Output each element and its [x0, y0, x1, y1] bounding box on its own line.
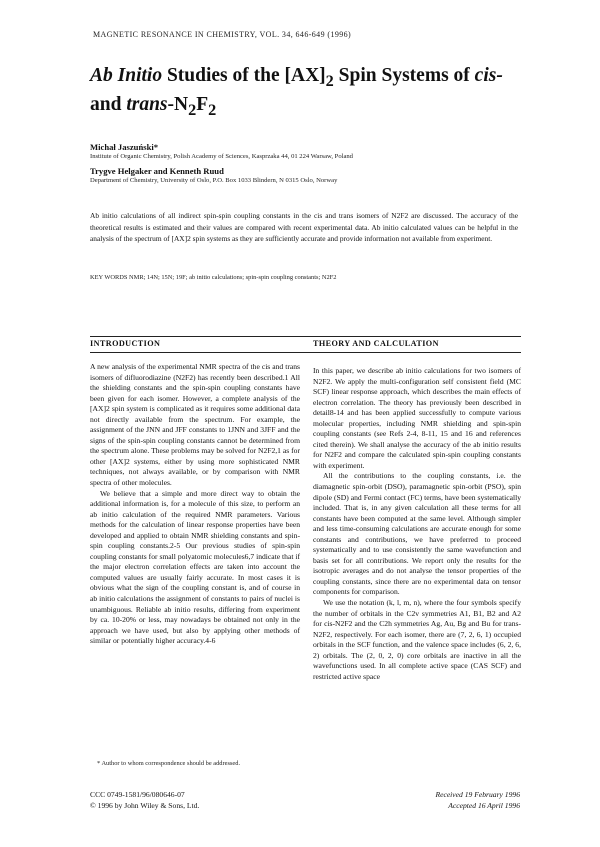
footnote: * Author to whom correspondence should be addressed.	[97, 760, 241, 767]
copyright: © 1996 by John Wiley & Sons, Ltd.	[90, 800, 200, 810]
running-head: MAGNETIC RESONANCE IN CHEMISTRY, VOL. 34, 646-649 (1996)	[93, 30, 352, 39]
paragraph: All the contributions to the coupling constants, i.e. the diamagnetic spin-orbit (DSO), paramagnetic spin-orbit (PSO), spin dipole (SD) and Fermi contact (FC) terms, have been systematically included. That is, in any given calculation all these terms for all constants have been computed at the same level. Although simpler and less time-consuming calculations are accurate enough for some constants and contributions, we have preferred to proceed systematically and to use consistently the same wavefunction and basis set for all contributions. We report only the results for the isotropic averages and do not analyse the tensor properties of the coupling constants, since there are no experimental data on tensor components for comparison.	[313, 471, 521, 597]
paper-title	[90, 64, 530, 122]
copyright-block	[90, 790, 199, 811]
author-name: Trygve Helgaker and Kenneth Ruud	[90, 166, 224, 176]
title-part: Ab Initio	[90, 65, 163, 86]
right-column	[313, 366, 521, 682]
accepted-date: Accepted 16 April 1996	[448, 800, 520, 810]
paragraph: A new analysis of the experimental NMR spectra of the cis and trans isomers of difluorodiazine (N2F2) has recently been described.1 All the shielding constants and the spin-spin coupling constants have been given for each isomer. However, a complete analysis of the [AX]2 spin system is complicated as it requires some additional data not directly available from the spectrum. For example, the assignment of the JNN and JFF constants to 1JNN and 3JFF and the signs of the spin-spin coupling constants cannot be determined from the spectrum alone. These problems may be solved for N2F2,1 as for other [AX]2 systems, either by using more sophisticated NMR techniques, not always available, or by comparison with NMR spectra of other molecules.	[90, 362, 300, 488]
paragraph: We use the notation (k, l, m, n), where the four symbols specify the number of orbitals in the C2v symmetries A1, B1, B2 and A2 for cis-N2F2 and the C2h symmetries Ag, Au, Bg and Bu for trans-N2F2, respectively. For each isomer, there are (7, 2, 6, 1) occupied orbitals in the SCF function, and the valence space includes (6, 2, 6, 2) orbitals. The (2, 0, 2, 0) core orbitals are inactive in all the wavefunctions used. In all complete active space (CAS SCF) and restricted active space	[313, 598, 521, 681]
author-affiliation: Institute of Organic Chemistry, Polish Academy of Sciences, Kasprzaka 44, 01 224 Warsaw, Poland	[90, 153, 353, 160]
title-part: F	[196, 93, 209, 115]
abstract: Ab initio calculations of all indirect spin-spin coupling constants in the cis and trans isomers of N2F2 are discussed. The accuracy of the theoretical results is estimated and their values are compared with recent experimental data. Ab initio calculated values can be helpful in the analysis of the spectrum of [AX]2 spin systems as they are sufficiently accurate and provide information not available from experiment.	[90, 211, 518, 243]
section-rule-right	[313, 336, 521, 337]
keywords: KEY WORDS NMR; 14N; 15N; 19F; ab initio calculations; spin-spin coupling constants; N2F2	[90, 274, 337, 281]
title-part: -N	[167, 93, 189, 115]
section-heading-theory: THEORY AND CALCULATION	[313, 339, 439, 348]
author-block-1	[90, 142, 530, 160]
paragraph: In this paper, we describe ab initio calculations for two isomers of N2F2. We apply the multi-configuration self consistent field (MC SCF) linear response approach, which describes the main effects of electron correlation. The theory has previously been described in detail8-14 and has been applied successfully to compute various molecular properties, including NMR shielding and spin-spin coupling constants (see Refs 2-4, 8-11, 15 and 16 and references cited therein). We shall analyse the accuracy of the ab initio results for N2F2 and compare the calculated spin-spin coupling constants with experiment.	[313, 366, 521, 470]
ccc-code: CCC 0749-1581/96/080646-07	[90, 790, 185, 799]
left-column	[90, 362, 300, 647]
dates-block	[405, 790, 520, 811]
received-date: Received 19 February 1996	[435, 790, 520, 799]
section-rule-left-bottom	[90, 352, 328, 353]
author-name: Michał Jaszuński*	[90, 142, 159, 152]
title-subscript: 2	[188, 100, 197, 119]
author-block-2	[90, 166, 530, 184]
section-rule-left	[90, 336, 328, 337]
title-part: and	[90, 93, 127, 115]
section-heading-introduction: INTRODUCTION	[90, 339, 161, 348]
title-part: Studies of the [AX]	[162, 65, 326, 86]
section-rule-right-bottom	[313, 352, 521, 353]
title-subscript: 2	[208, 100, 217, 119]
title-part: trans	[126, 93, 168, 115]
paragraph: We believe that a simple and more direct way to obtain the additional information is, for a molecule of this size, to perform an ab initio calculation of the required NMR parameters. Various methods for the calculation of linear response properties have been developed and applied to obtain NMR shielding constants and spin-spin coupling constants.2-5 Our previous studies of spin-spin coupling constants for small polyatomic molecules6,7 indicate that if the major electron correlation effects are taken into account the computed values are usually fairly accurate. In most cases it is obvious what the sign of the coupling constant is, and of course in ab initio calculations the assignment of constants to pairs of nuclei is unambiguous. Reliable ab initio results, differing from experiment by ca. 10-20% or less, may nowadays be obtained not only in the approach we have used, but also by applying other methods of similar or potentially higher accuracy.4-6	[90, 488, 300, 646]
author-affiliation: Department of Chemistry, University of Oslo, P.O. Box 1033 Blindern, N 0315 Oslo, Norway	[90, 177, 338, 184]
title-part: cis-	[474, 65, 503, 86]
title-subscript: 2	[325, 71, 334, 90]
title-part: Spin Systems of	[333, 65, 475, 86]
